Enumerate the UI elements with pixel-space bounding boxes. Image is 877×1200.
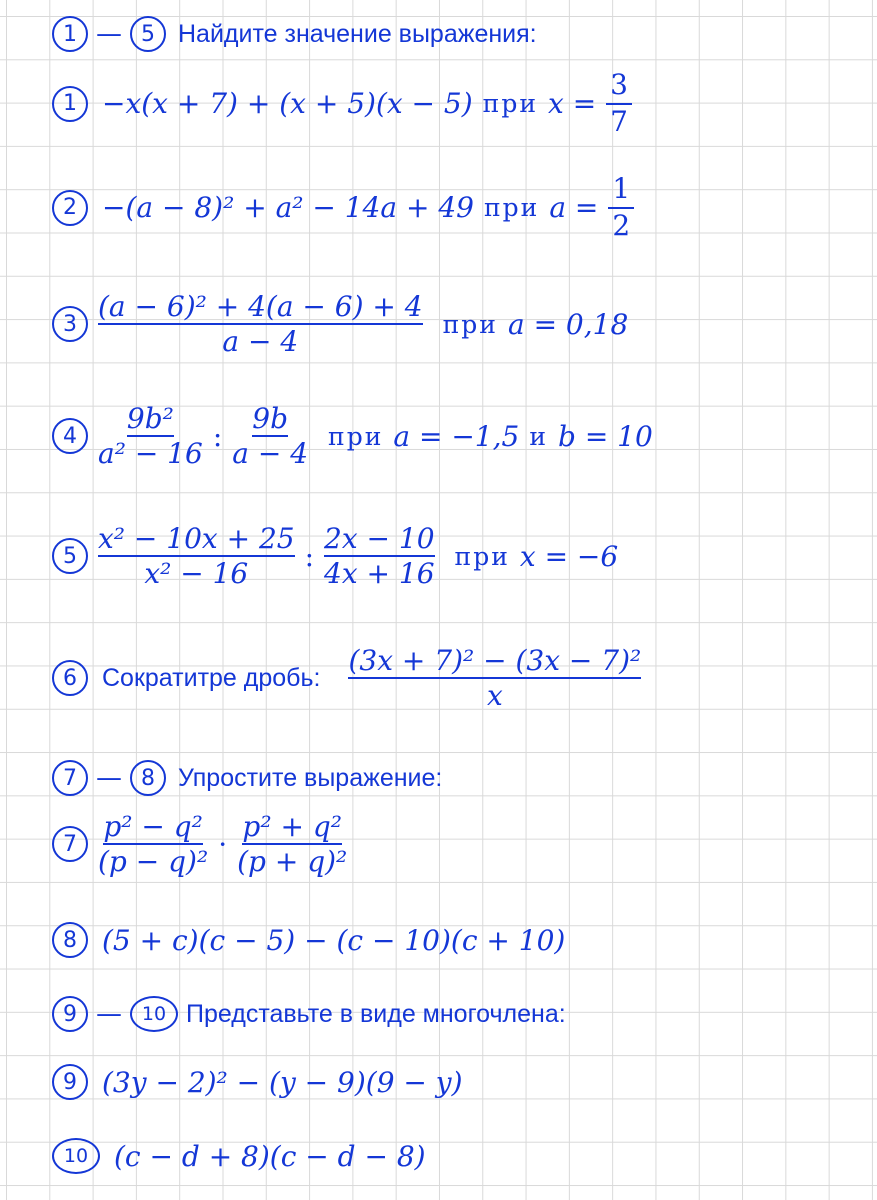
- condition-b: b = 10: [558, 419, 653, 453]
- denominator: x: [486, 679, 503, 712]
- problem-10: [52, 1138, 426, 1174]
- numerator: p² − q²: [103, 810, 203, 843]
- dash: —: [96, 999, 122, 1029]
- fraction-1: [98, 402, 203, 470]
- denominator: a − 4: [232, 437, 309, 470]
- circle-number: 10: [130, 996, 178, 1032]
- section-header-9-10: [52, 996, 566, 1032]
- denominator: 7: [610, 104, 628, 138]
- and-label: и: [529, 421, 548, 451]
- numerator: 9b: [252, 402, 289, 435]
- multiply-sign: ·: [218, 827, 228, 861]
- pri-label: при: [328, 421, 384, 451]
- fraction-2: [232, 402, 308, 470]
- division-sign: :: [304, 539, 315, 573]
- condition-a: a = −1,5: [393, 419, 520, 453]
- section-header-7-8: [52, 760, 442, 796]
- header-text: Найдите значение выражения:: [178, 19, 537, 48]
- instruction: Сократитре дробь:: [102, 663, 321, 692]
- circle-number: 4: [52, 418, 88, 454]
- circle-number: 9: [52, 996, 88, 1032]
- circle-number: 8: [52, 922, 88, 958]
- circle-number: 8: [130, 760, 166, 796]
- division-sign: :: [212, 419, 223, 453]
- dash: —: [96, 763, 122, 793]
- pri-label: при: [483, 193, 540, 223]
- problem-6: [52, 644, 651, 712]
- circle-number: 3: [52, 306, 88, 342]
- numerator: 9b²: [126, 402, 174, 435]
- problem-2: [52, 172, 644, 244]
- expression: −(a − 8)² + a² − 14a + 49: [102, 191, 474, 225]
- circle-number: 1: [52, 86, 88, 122]
- denominator: (p + q)²: [237, 845, 348, 878]
- condition: x = −6: [519, 539, 619, 573]
- expression: (5 + c)(c − 5) − (c − 10)(c + 10): [102, 923, 566, 957]
- numerator: p² + q²: [242, 810, 342, 843]
- circle-number: 6: [52, 660, 88, 696]
- expression: −x(x + 7) + (x + 5)(x − 5): [102, 87, 473, 121]
- fraction-2: [324, 522, 435, 590]
- numerator: (a − 6)² + 4(a − 6) + 4: [98, 290, 423, 323]
- fraction: [608, 172, 634, 244]
- numerator: 1: [608, 172, 634, 209]
- fraction-2: [237, 810, 347, 878]
- numerator: (3x + 7)² − (3x − 7)²: [348, 644, 642, 677]
- denominator: a² − 16: [98, 437, 203, 470]
- fraction-1: [98, 522, 295, 590]
- denominator: x² − 16: [144, 557, 249, 590]
- fraction: [98, 290, 423, 358]
- circle-number: 10: [52, 1138, 100, 1174]
- fraction: [348, 644, 641, 712]
- circle-number: 7: [52, 826, 88, 862]
- variable: x =: [548, 87, 597, 121]
- circle-number: 5: [52, 538, 88, 574]
- expression: (3y − 2)² − (y − 9)(9 − y): [102, 1065, 463, 1099]
- problem-8: [52, 922, 565, 958]
- expression: (c − d + 8)(c − d − 8): [114, 1139, 426, 1173]
- problem-3: [52, 290, 628, 358]
- numerator: x² − 10x + 25: [98, 522, 295, 555]
- circle-number: 2: [52, 190, 88, 226]
- dash: —: [96, 19, 122, 49]
- pri-label: при: [482, 89, 539, 119]
- section-header-1-5: [52, 16, 537, 52]
- condition: a = 0,18: [507, 307, 629, 341]
- header-text: Представьте в виде многочлена:: [186, 999, 566, 1028]
- problem-7: [52, 810, 357, 878]
- circle-number: 1: [52, 16, 88, 52]
- problem-9: [52, 1064, 463, 1100]
- pri-label: при: [442, 309, 498, 339]
- problem-5: [52, 522, 618, 590]
- denominator: 4x + 16: [324, 557, 435, 590]
- pri-label: при: [454, 541, 510, 571]
- header-text: Упростите выражение:: [178, 763, 443, 792]
- numerator: 2x − 10: [324, 522, 435, 555]
- problem-4: [52, 402, 653, 470]
- problem-1: [52, 68, 642, 140]
- numerator: 3: [606, 68, 632, 105]
- denominator: (p − q)²: [98, 845, 209, 878]
- denominator: 2: [612, 208, 631, 242]
- circle-number: 7: [52, 760, 88, 796]
- circle-number: 5: [130, 16, 166, 52]
- fraction: [606, 68, 632, 140]
- circle-number: 9: [52, 1064, 88, 1100]
- fraction-1: [98, 810, 208, 878]
- denominator: a − 4: [222, 325, 299, 358]
- variable: a =: [549, 191, 599, 225]
